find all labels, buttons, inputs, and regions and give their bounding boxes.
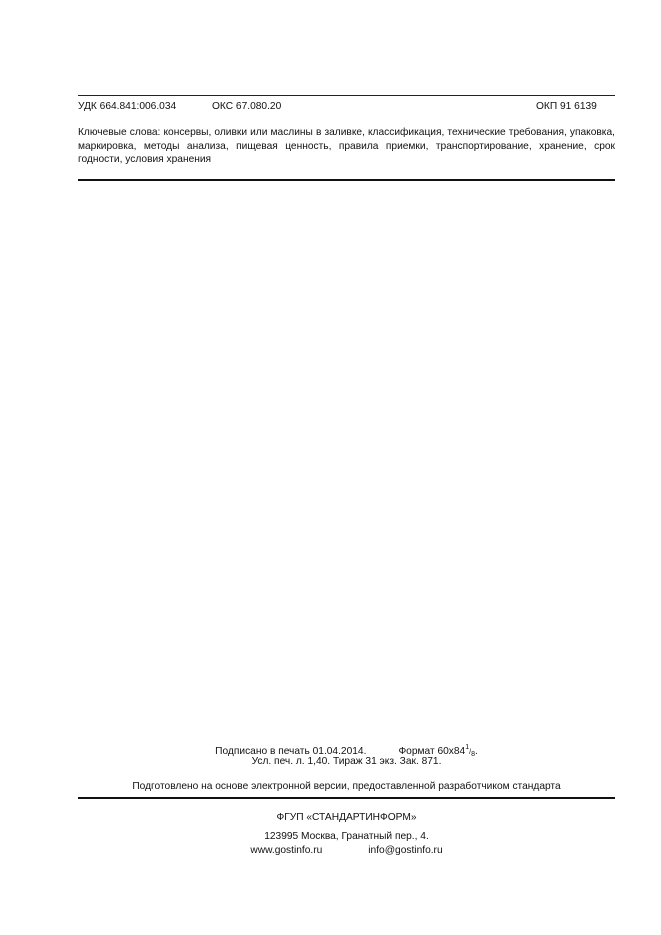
publisher-divider — [78, 797, 615, 799]
publisher-address: 123995 Москва, Гранатный пер., 4. — [264, 831, 429, 842]
oks-code: ОКС 67.080.20 — [212, 101, 282, 112]
udk-code: УДК 664.841:006.034 — [78, 101, 177, 112]
prepared-note: Подготовлено на основе электронной версии, предоставленной разработчиком стандарта — [132, 781, 561, 792]
format-numerator: 1 — [465, 744, 470, 751]
okp-code: ОКП 91 6139 — [536, 101, 597, 112]
print-details: Усл. печ. л. 1,40. Тираж 31 экз. Зак. 871. — [251, 756, 442, 767]
format-denominator: 8 — [471, 751, 475, 758]
keywords-divider — [78, 179, 615, 181]
paper-format-fraction: $^1/_8$ — [465, 744, 475, 758]
publisher-website[interactable]: www.gostinfo.ru — [250, 845, 323, 856]
paper-format-label: Формат 60x84 — [398, 746, 466, 757]
top-divider — [78, 95, 615, 96]
publisher-email[interactable]: info@gostinfo.ru — [368, 845, 443, 856]
keywords-paragraph: Ключевые слова: консервы, оливки или маслины в заливке, классификация, технические требования, упаковка, маркировка, методы анализа, пищевая ценность, правила приемки, транспортирование, хранение, срок годности, условия хранения — [78, 127, 615, 165]
classification-codes — [78, 100, 615, 114]
publisher-contacts — [78, 844, 615, 858]
format-tail: . — [474, 746, 478, 757]
signed-date: Подписано в печать 01.04.2014. — [215, 746, 367, 757]
publisher-name: ФГУП «СТАНДАРТИНФОРМ» — [276, 812, 417, 823]
